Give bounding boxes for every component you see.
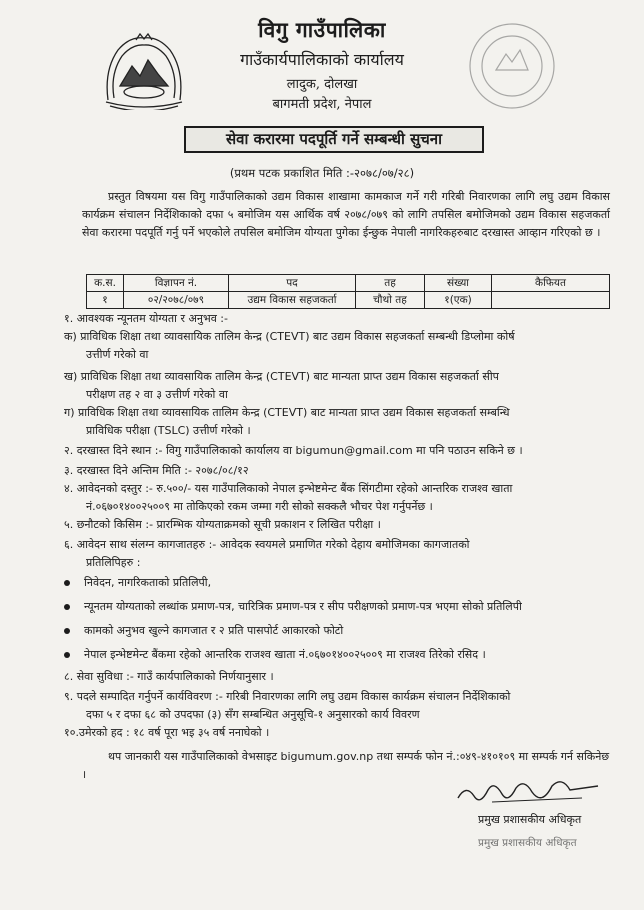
requirement-line: ख) प्राविधिक शिक्षा तथा व्यावसायिक तालिम केन्द्र (CTEVT) बाट मान्यता प्राप्त उद्यम विकास सहजकर्ता सीप [64, 370, 499, 383]
bullet-icon [64, 628, 70, 634]
col-post: पद [229, 275, 356, 292]
point-age-limit: १०.उमेरको हद : १८ वर्ष पूरा भइ ३५ वर्ष ननाघेको । [64, 726, 270, 739]
job-description-line: ९. पदले सम्पादित गर्नुपर्ने कार्यविवरण :- गरिबी निवारणका लागि लघु उद्यम विकास कार्यक्रम संचालन निर्देशिकाको [64, 690, 511, 703]
table-row [87, 292, 610, 309]
fee-line: ४. आवेदनको दस्तुर :- रु.५००/- यस गाउँपालिकाको नेपाल इन्भेष्टमेन्ट बैंक सिंगटीमा रहेको आन्तरिक राजश्व खाता [64, 482, 513, 495]
document-item: निवेदन, नागरिकताको प्रतिलिपी, [64, 574, 624, 592]
contact-footnote: थप जानकारी यस गाउँपालिकाको वेभसाइट bigumum.gov.np तथा सम्पर्क फोन नं.:०४९-४१०१०९ मा सम्पर्क गर्न सकिनेछ । [82, 750, 610, 781]
point-selection: ५. छनौटको किसिम :- प्रारम्भिक योग्यताक्रमको सूची प्रकाशन र लिखित परीक्षा । [64, 518, 381, 531]
cell-serial: १ [87, 292, 124, 309]
requirement-line: क) प्राविधिक शिक्षा तथा व्यावसायिक तालिम केन्द्र (CTEVT) बाट उद्यम विकास सहजकर्ता सम्बन्धी डिप्लोमा कोर्ष [64, 330, 515, 343]
office-name: गाउँकार्यपालिकाको कार्यालय [240, 50, 404, 69]
point-job-description [64, 688, 624, 724]
job-description-line: दफा ५ र दफा ६८ को उपदफा (३) सँग सम्बन्धित अनुसूचि-१ अनुसारको कार्य विवरण [86, 708, 420, 721]
designation-stamp: प्रमुख प्रशासकीय अधिकृत [478, 837, 577, 849]
requirement-item [64, 368, 624, 404]
col-remarks: कैफियत [492, 275, 610, 292]
point-documents [64, 536, 624, 572]
intro-paragraph: प्रस्तुत विषयमा यस विगु गाउँपालिकाको उद्यम विकास शाखामा कामकाज गर्ने गरी गरिबी निवारणका लागि लघु उद्यम विकास कार्यक्रम संचालन निर्देशिकाको दफा ५ बमोजिम यस आर्थिक वर्ष २०७८/०७९ को लागि तपसिल बमोजिमको उद्यम विकास सहजकर्ता सेवा करारमा पदपूर्ति गर्नु पर्ने भएकोले तपसिल बमोजिम योग्यता पुगेका ईन्छुक नेपाली नागरिकहरुबाट दरखास्त आव्हान गरिएको छ । [82, 190, 610, 239]
office-province: बागमती प्रदेश, नेपाल [272, 97, 372, 112]
vacancy-table [86, 274, 610, 309]
point-benefits: ८. सेवा सुविधा :- गाउँ कार्यपालिकाको निर्णयानुसार । [64, 670, 274, 683]
requirement-line: प्राविधिक परीक्षा (TSLC) उत्तीर्ण गरेको । [86, 424, 251, 437]
cell-ad-number: ०२/२०७८/०७९ [124, 292, 229, 309]
signatory-title: प्रमुख प्रशासकीय अधिकृत [478, 813, 582, 826]
point-deadline: ३. दरखास्त दिने अन्तिम मिति :- २०७८/०८/१२ [64, 464, 249, 477]
bullet-icon [64, 580, 70, 586]
point-application-place: २. दरखास्त दिने स्थान :- विगु गाउँपालिकाको कार्यालय वा bigumun@gmail.com मा पनि पठाउन सकिने छ । [64, 444, 523, 457]
col-ad-number: विज्ञापन नं. [124, 275, 229, 292]
notice-title: सेवा करारमा पदपूर्ति गर्ने सम्बन्धी सुचना [184, 126, 484, 153]
cell-level: चौथो तह [356, 292, 425, 309]
cell-count: १(एक) [425, 292, 492, 309]
fee-line: नं.०६७०१४००२५००९ मा तोकिएको रकम जम्मा गरी सोको सक्कलै भौचर पेश गर्नुपर्नेछ । [86, 500, 433, 513]
requirement-line: ग) प्राविधिक शिक्षा तथा व्यावसायिक तालिम केन्द्र (CTEVT) बाट मान्यता प्राप्त उद्यम विकास सहजकर्ता सम्बन्धि [64, 406, 510, 419]
col-serial: क.स. [87, 275, 124, 292]
bullet-icon [64, 604, 70, 610]
requirements-heading: १. आवश्यक न्यूनतम योग्यता र अनुभव :- [64, 312, 228, 325]
table-header-row [87, 275, 610, 292]
requirement-line: परीक्षण तह २ वा ३ उत्तीर्ण गरेको वा [86, 388, 228, 401]
documents-line: प्रतिलिपिहरु : [86, 556, 141, 569]
bullet-icon [64, 652, 70, 658]
document-item: नेपाल इन्भेष्टमेन्ट बैंकमा रहेको आन्तरिक राजश्व खाता नं.०६७०१४००२५००९ मा राजश्व तिरेको रसिद । [64, 646, 624, 664]
documents-line: ६. आवेदन साथ संलग्न कागजातहरु :- आवेदक स्वयमले प्रमाणित गरेको देहाय बमोजिमका कागजातको [64, 538, 470, 551]
publish-date: (प्रथम पटक प्रकाशित मिति :-२०७८/०७/२८) [229, 166, 415, 180]
requirement-line: उत्तीर्ण गरेको वा [86, 348, 149, 361]
office-location: लादुक, दोलखा [286, 77, 358, 92]
requirement-item [64, 404, 624, 440]
document-item: न्यूनतम योग्यताको लब्धांक प्रमाण-पत्र, चारित्रिक प्रमाण-पत्र र सीप परीक्षणको प्रमाण-पत्र भएमा सोको प्रतिलिपी [64, 598, 624, 616]
requirement-item [64, 328, 624, 364]
municipality-name: विगु गाउँपालिका [258, 17, 386, 42]
col-level: तह [356, 275, 425, 292]
cell-remarks [492, 292, 610, 309]
col-count: संख्या [425, 275, 492, 292]
cell-post: उद्यम विकास सहजकर्ता [229, 292, 356, 309]
point-fee [64, 480, 624, 516]
signature-icon [452, 776, 602, 810]
document-item: कामको अनुभव खुल्ने कागजात र २ प्रति पासपोर्ट आकारको फोटो [64, 622, 624, 640]
